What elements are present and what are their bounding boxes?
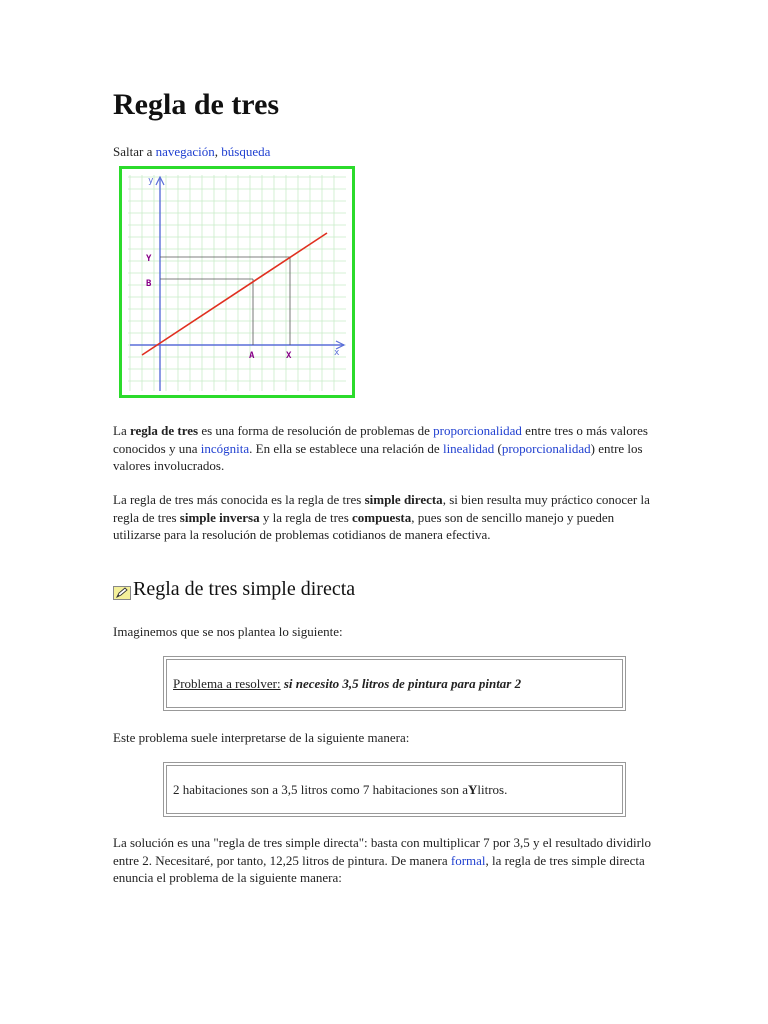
problem-text: si necesito 3,5 litros de pintura para pintar 2 bbox=[283, 675, 522, 691]
text: es una forma de resolución de problemas de bbox=[198, 423, 434, 438]
bold-term: simple inversa bbox=[179, 509, 260, 525]
tick-label-x: X bbox=[286, 351, 292, 361]
interpretation-box-inner bbox=[166, 765, 623, 814]
link-incognita[interactable]: incógnita bbox=[200, 440, 250, 456]
tick-label-b: B bbox=[146, 279, 152, 289]
solution-paragraph bbox=[113, 834, 658, 887]
bold-term: simple directa bbox=[364, 492, 443, 507]
text: . En ella se establece una relación de bbox=[249, 440, 443, 456]
types-paragraph bbox=[113, 491, 658, 544]
y-axis-label: y bbox=[148, 176, 154, 186]
text: , si bien resulta muy práctico conocer la regla de tres bbox=[113, 492, 650, 525]
edit-pencil-icon[interactable] bbox=[113, 583, 131, 597]
tick-label-y: Y bbox=[146, 254, 152, 264]
imagine-paragraph: Imaginemos que se nos plantea lo siguiente: bbox=[113, 624, 343, 639]
text: La bbox=[113, 423, 130, 438]
jump-separator: , bbox=[214, 144, 222, 159]
text: 2 habitaciones son a 3,5 litros como 7 habitaciones son a bbox=[173, 781, 468, 797]
text: , la regla de tres simple directa enuncia el problema de la siguiente manera: bbox=[113, 852, 645, 885]
link-formal[interactable]: formal bbox=[450, 852, 486, 868]
problem-box bbox=[163, 656, 626, 711]
graph-svg bbox=[122, 169, 352, 395]
bold-term: compuesta bbox=[352, 509, 412, 525]
problem-label: Problema a resolver: bbox=[173, 675, 281, 691]
intro-paragraph bbox=[113, 422, 658, 475]
link-linealidad[interactable]: linealidad bbox=[442, 440, 495, 456]
search-link[interactable]: búsqueda bbox=[221, 144, 271, 159]
navigation-link[interactable]: navegación bbox=[155, 144, 215, 159]
jump-prefix: Saltar a bbox=[113, 144, 156, 159]
jump-links bbox=[113, 144, 270, 160]
x-axis-label: x bbox=[334, 348, 340, 358]
interpretation-box bbox=[163, 762, 626, 817]
link-proporcionalidad[interactable]: proporcionalidad bbox=[433, 423, 522, 438]
text: litros. bbox=[477, 781, 508, 797]
proportional-line bbox=[142, 233, 327, 355]
problem-box-inner bbox=[166, 659, 623, 708]
text: La regla de tres más conocida es la regla de tres bbox=[113, 492, 365, 507]
text: entre tres o más valores conocidos y una bbox=[113, 423, 648, 456]
link-proporcionalidad-2[interactable]: proporcionalidad bbox=[501, 440, 591, 456]
text: ( bbox=[494, 440, 502, 456]
section-heading bbox=[113, 578, 355, 601]
bold-term: Y bbox=[467, 781, 478, 797]
text: y la regla de tres bbox=[259, 509, 352, 525]
page-title: Regla de tres bbox=[113, 88, 280, 121]
section-title: Regla de tres simple directa bbox=[133, 578, 356, 600]
text: , pues son de sencillo manejo y pueden utilizarse para la resolución de problemas cotidianos de manera efectiva. bbox=[113, 509, 615, 542]
text: La solución es una "regla de tres simple directa": basta con multiplicar 7 por 3,5 y el resultado dividirlo entre 2. Necesitaré, por tanto, 12,25 litros de pintura. De manera bbox=[113, 835, 652, 868]
bold-term: regla de tres bbox=[129, 423, 199, 438]
interpret-paragraph: Este problema suele interpretarse de la siguiente manera: bbox=[113, 730, 410, 745]
tick-label-a: A bbox=[249, 351, 255, 361]
proportionality-graph bbox=[119, 166, 355, 398]
text: ) entre los valores involucrados. bbox=[113, 440, 643, 473]
